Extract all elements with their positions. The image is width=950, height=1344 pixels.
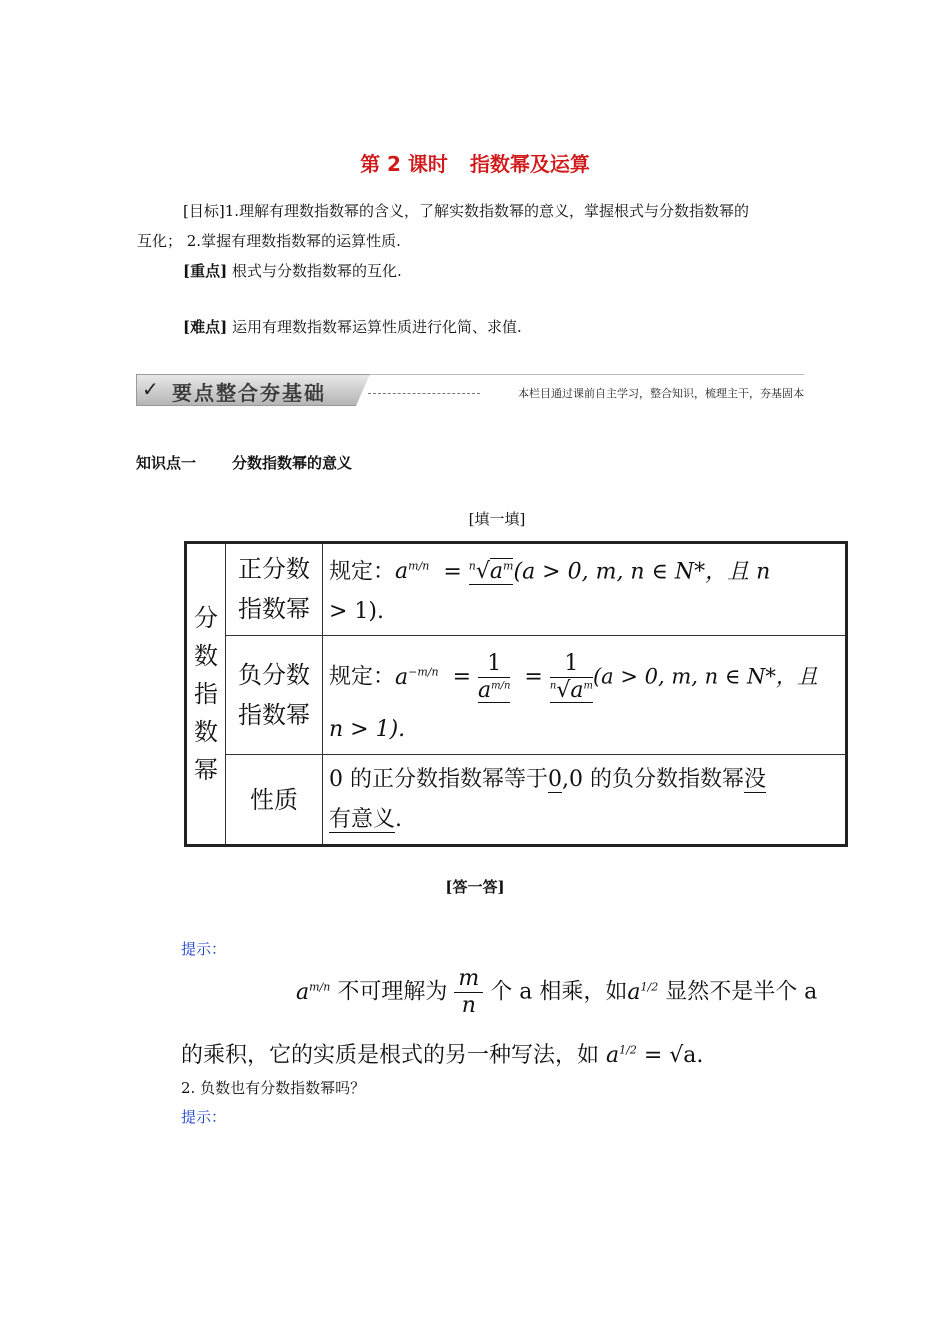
negative-exponent-head xyxy=(226,635,323,754)
difficulty-line xyxy=(137,312,817,342)
banner-note: 本栏目通过课前自主学习，整合知识，梳理主干，夯基固本 xyxy=(518,387,804,400)
hint1-line2 xyxy=(181,1038,821,1069)
hint-text-b: 个 a 相乘，如 xyxy=(490,979,628,1005)
hint1-line1 xyxy=(296,968,856,1017)
negative-exponent-rule xyxy=(323,635,847,754)
goals-block xyxy=(137,196,817,342)
head-line: 指数幂 xyxy=(238,700,310,729)
key-tag: [重点] xyxy=(183,262,228,280)
fill-label: [填一填] xyxy=(468,510,526,528)
lesson-title: 指数幂及运算 xyxy=(469,152,590,176)
difficulty-text: 运用有理数指数幂运算性质进行化简、求值. xyxy=(227,318,522,336)
formula-a-neg-power: $a^{-m/n}$ xyxy=(395,664,439,690)
head-line: 指数幂 xyxy=(238,595,310,624)
check-icon: ✓ xyxy=(142,377,159,401)
answer-label: [答一答] xyxy=(445,878,505,896)
property-head: 性质 xyxy=(226,755,323,846)
table-row xyxy=(186,755,847,846)
formula-fraction-2: $\frac{1}{^n√a^m}$ xyxy=(549,650,593,703)
positive-exponent-head xyxy=(226,543,323,636)
group-char: 分 xyxy=(194,604,218,632)
table-row xyxy=(186,543,847,636)
blank-answer-2b: 有意义 xyxy=(329,806,396,832)
knowledge-point-heading xyxy=(136,452,352,473)
rule-condition: (a > 0, m, n ∈ N*，且 n xyxy=(513,559,771,585)
target-text: 1.理解有理数指数幂的含义，了解实数指数幂的意义，掌握根式与分数指数幂的 xyxy=(224,202,750,220)
lesson-number: 第 2 课时 xyxy=(360,152,448,176)
knowledge-point-title: 分数指数幂的意义 xyxy=(232,454,353,472)
formula-fraction-1: $\frac{1}{a^{m/n}}$ xyxy=(478,650,511,703)
hint-label-2: 提示： xyxy=(181,1108,227,1126)
hint-text-d: 的乘积，它的实质是根式的另一种写法，如 xyxy=(181,1043,600,1068)
rule-line: 规定：$a^{m/n} = ^n√a^m(a > 0$, m, n ∈ N*，且 n xyxy=(329,559,771,585)
formula-root: $^n√a^m$ xyxy=(468,559,514,585)
rule-line-2: > 1). xyxy=(329,599,384,625)
hint-label: 提示： xyxy=(181,940,227,958)
rule-condition: (a > 0, m, n ∈ N*，且 xyxy=(592,664,818,689)
formula-a-power: $a^{m/n}$ xyxy=(395,559,430,585)
group-char: 数 xyxy=(194,718,218,746)
formula-a-half: $a^{1/2}$ xyxy=(606,1043,637,1068)
formula-a-power: $a^{m/n}$ xyxy=(296,979,331,1005)
formula-a-half: $a^{1/2}$ xyxy=(627,979,659,1005)
page-title xyxy=(0,148,950,177)
property-text xyxy=(323,755,847,846)
formula-m-over-n: $\frac{m}{n}$ xyxy=(454,968,483,1017)
key-text: 根式与分数指数幂的互化. xyxy=(227,262,402,280)
property-text-a: 0 的正分数指数幂等于 xyxy=(329,766,548,792)
rule-prefix: 规定： xyxy=(329,559,396,585)
rule-line-2: n > 1). xyxy=(329,716,406,742)
group-char: 数 xyxy=(194,642,218,670)
hint-text-a: 不可理解为 xyxy=(337,979,448,1005)
blank-answer-2a: 没 xyxy=(743,766,766,792)
section-banner xyxy=(136,374,804,406)
knowledge-point-label: 知识点一 xyxy=(136,454,197,472)
key-line xyxy=(137,256,817,286)
property-end: . xyxy=(395,806,403,832)
positive-exponent-rule xyxy=(323,543,847,636)
property-text-b: ,0 的负分数指数幂 xyxy=(562,766,744,792)
banner-title: 要点整合夯基础 xyxy=(172,381,326,405)
difficulty-tag: [难点] xyxy=(183,318,228,336)
group-char: 指 xyxy=(194,680,218,708)
hint-text-c: 显然不是半个 a xyxy=(665,979,818,1005)
head-line: 正分数 xyxy=(238,555,310,584)
group-char: 幂 xyxy=(194,756,218,784)
hint-text-e: = √a. xyxy=(643,1043,704,1068)
head-line: 负分数 xyxy=(238,660,310,689)
banner-dashes xyxy=(368,393,480,394)
fraction-exponent-table xyxy=(184,541,848,847)
banner-rule xyxy=(370,374,804,375)
blank-answer-1: 0 xyxy=(548,766,562,792)
question-2: 2. 负数也有分数指数幂吗？ xyxy=(181,1079,366,1097)
rule-line: 规定：$a^{-m/n}$ = $\frac{1}{a^{m/n}}$ = $\frac{1}{^n√a^m}$ (a > 0, m, n ∈ N*，且 xyxy=(329,650,818,703)
table-row xyxy=(186,635,847,754)
target-text-cont: 互化； 2.掌握有理数指数幂的运算性质. xyxy=(137,232,401,250)
group-cell xyxy=(186,543,226,846)
target-line xyxy=(137,196,817,226)
target-tag: [目标] xyxy=(183,202,225,220)
rule-prefix: 规定： xyxy=(329,664,396,690)
